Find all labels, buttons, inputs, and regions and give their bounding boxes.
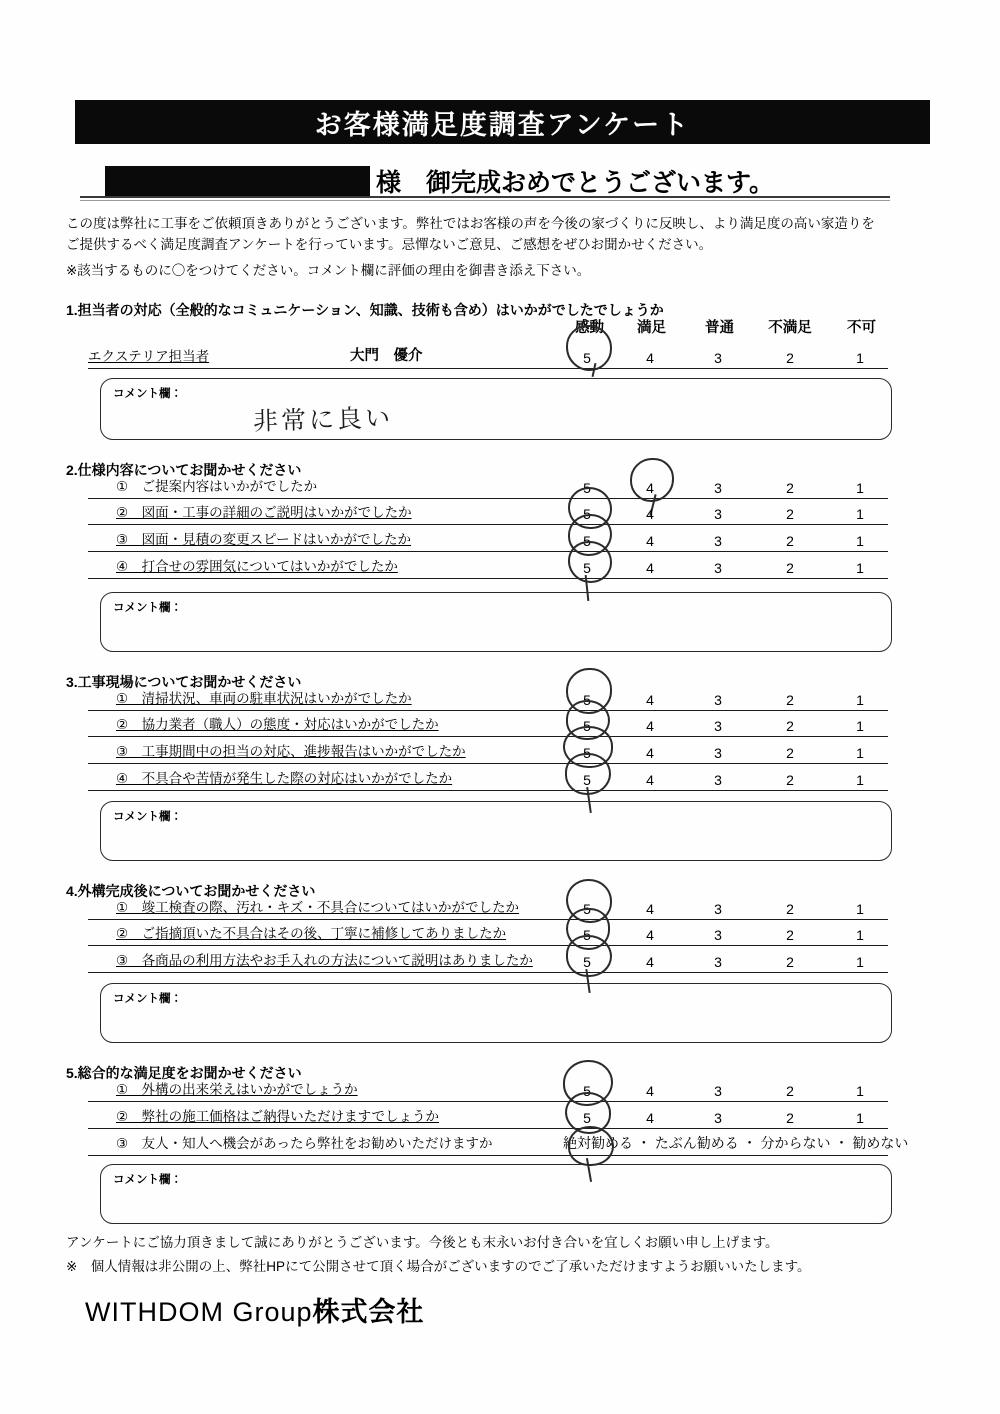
- rating-option-2[interactable]: 2: [786, 350, 794, 366]
- comment-box-label: コメント欄：: [113, 811, 182, 823]
- row-section4-item1[interactable]: [88, 895, 888, 920]
- comment-handwriting-section-1: 非常に良い: [252, 403, 394, 436]
- row-label: ③ 図面・見積の変更スピードはいかがでしたか: [116, 532, 412, 547]
- row-label: ④ 不具合や苦情が発生した際の対応はいかがでしたか: [116, 771, 453, 786]
- comment-box-section-3[interactable]: [100, 801, 892, 861]
- rating-option-1[interactable]: 1: [856, 901, 864, 917]
- rating-option-3[interactable]: 3: [714, 480, 722, 496]
- row-section1-exterior[interactable]: [88, 344, 888, 369]
- rating-option-3[interactable]: 3: [714, 927, 722, 943]
- section-3-heading: 3.工事現場についてお聞かせください: [66, 674, 302, 690]
- rating-option-5[interactable]: 5: [583, 1083, 591, 1099]
- row-section2-item4[interactable]: [88, 554, 888, 579]
- rating-option-1[interactable]: 1: [856, 927, 864, 943]
- rating-option-1[interactable]: 1: [856, 692, 864, 708]
- rating-option-4[interactable]: 4: [646, 745, 654, 761]
- rating-option-4[interactable]: 4: [646, 560, 654, 576]
- company-name-jp: 株式会社: [312, 1297, 425, 1327]
- rating-option-2[interactable]: 2: [786, 533, 794, 549]
- rating-option-3[interactable]: 3: [714, 692, 722, 708]
- rating-option-5[interactable]: 5: [583, 1110, 591, 1126]
- row-label: ④ 打合せの雰囲気についてはいかがでしたか: [116, 559, 398, 574]
- rating-option-1[interactable]: 1: [856, 954, 864, 970]
- rating-option-5[interactable]: 5: [583, 772, 591, 788]
- footer-thanks: アンケートにご協力頂きまして誠にありがとうございます。今後とも末永いお付き合いを宜しくお願い申し上げます。: [66, 1235, 779, 1250]
- intro-line-1: この度は弊社に工事をご依頼頂きありがとうございます。弊社ではお客様の声を今後の家づくりに反映し、より満足度の高い家造りを: [66, 216, 875, 231]
- row-section3-item1[interactable]: [88, 686, 888, 711]
- company-name-en: WITHDOM Group: [85, 1297, 313, 1327]
- comment-box-label: コメント欄：: [113, 993, 182, 1005]
- scale-header-futsuu: 普通: [705, 320, 734, 336]
- row-section3-item3[interactable]: [88, 739, 888, 764]
- rating-option-5[interactable]: 5: [583, 506, 591, 522]
- comment-box-section-4[interactable]: [100, 983, 892, 1043]
- rating-option-3[interactable]: 3: [714, 1110, 722, 1126]
- rating-option-4[interactable]: 4: [646, 506, 654, 522]
- rating-option-4[interactable]: 4: [646, 927, 654, 943]
- rating-option-4[interactable]: 4: [646, 480, 654, 496]
- rating-option-4[interactable]: 4: [646, 954, 654, 970]
- rating-option-2[interactable]: 2: [786, 718, 794, 734]
- rating-option-4[interactable]: 4: [646, 718, 654, 734]
- rating-option-1[interactable]: 1: [856, 480, 864, 496]
- intro-note: ※該当するものに〇をつけてください。コメント欄に評価の理由を御書き添え下さい。: [66, 263, 591, 278]
- rating-option-2[interactable]: 2: [786, 901, 794, 917]
- row-label: ① 竣工検査の際、汚れ・キズ・不具合についてはいかがでしたか: [116, 900, 520, 915]
- scale-header-fuka: 不可: [847, 320, 876, 336]
- scale-header-kandou: 感動: [575, 320, 604, 336]
- scale-header-fumanzoku: 不満足: [768, 320, 812, 336]
- rating-option-3[interactable]: 3: [714, 901, 722, 917]
- rating-option-1[interactable]: 1: [856, 772, 864, 788]
- rating-option-5[interactable]: 5: [583, 718, 591, 734]
- row-label: ② 協力業者（職人）の態度・対応はいかがでしたか: [116, 717, 439, 732]
- section-4-heading: 4.外構完成後についてお聞かせください: [66, 883, 316, 899]
- rating-option-5[interactable]: 5: [583, 692, 591, 708]
- company-name: [85, 1290, 425, 1329]
- rating-option-4[interactable]: 4: [646, 1110, 654, 1126]
- rating-option-5[interactable]: 5: [583, 954, 591, 970]
- row-label: ① 外構の出来栄えはいかがでしょうか: [116, 1082, 358, 1097]
- rating-option-1[interactable]: 1: [856, 745, 864, 761]
- row-section2-item1[interactable]: [88, 474, 888, 499]
- row-label: ③ 工事期間中の担当の対応、進捗報告はいかがでしたか: [116, 744, 466, 759]
- row-label: ③ 友人・知人へ機会があったら弊社をお勧めいただけますか: [116, 1136, 493, 1151]
- comment-box-label: コメント欄：: [113, 1174, 182, 1186]
- rating-option-4[interactable]: 4: [646, 533, 654, 549]
- rating-option-2[interactable]: 2: [786, 560, 794, 576]
- row-section2-item2[interactable]: [88, 500, 888, 525]
- greeting-text: 様 御完成おめでとうございます。: [376, 169, 775, 197]
- row-section4-item3[interactable]: [88, 948, 888, 973]
- page-title: お客様満足度調査アンケート: [314, 109, 691, 140]
- rating-option-1[interactable]: 1: [856, 1083, 864, 1099]
- rating-option-4[interactable]: 4: [646, 350, 654, 366]
- page-title-banner: [75, 100, 930, 144]
- rating-option-2[interactable]: 2: [786, 927, 794, 943]
- rating-option-2[interactable]: 2: [786, 954, 794, 970]
- rating-option-2[interactable]: 2: [786, 1110, 794, 1126]
- rating-option-2[interactable]: 2: [786, 480, 794, 496]
- greeting-rule: [80, 196, 890, 198]
- rating-option-2[interactable]: 2: [786, 692, 794, 708]
- rating-option-3[interactable]: 3: [714, 350, 722, 366]
- rating-option-1[interactable]: 1: [856, 350, 864, 366]
- rating-option-4[interactable]: 4: [646, 1083, 654, 1099]
- rating-option-4[interactable]: 4: [646, 901, 654, 917]
- rating-option-3[interactable]: 3: [714, 772, 722, 788]
- intro-line-2: ご提供するべく満足度調査アンケートを行っています。忌憚ないご意見、ご感想をぜひお聞かせください。: [66, 237, 713, 252]
- rating-option-2[interactable]: 2: [786, 772, 794, 788]
- rating-option-1[interactable]: 1: [856, 533, 864, 549]
- rating-option-5[interactable]: 5: [583, 350, 591, 366]
- rating-option-3[interactable]: 3: [714, 533, 722, 549]
- staff-name: 大門 優介: [350, 348, 423, 364]
- row-label: ② 図面・工事の詳細のご説明はいかがでしたか: [116, 505, 412, 520]
- rating-option-1[interactable]: 1: [856, 560, 864, 576]
- row-section4-item2[interactable]: [88, 921, 888, 946]
- rating-option-3[interactable]: 3: [714, 1083, 722, 1099]
- row-section5-item1[interactable]: [88, 1077, 888, 1102]
- rating-option-5[interactable]: 5: [583, 533, 591, 549]
- recommend-options[interactable]: 絶対勧める ・ たぶん勧める ・ 分からない ・ 勧めない: [563, 1135, 909, 1151]
- rating-option-3[interactable]: 3: [714, 718, 722, 734]
- comment-box-section-1[interactable]: [100, 378, 892, 440]
- section-2-heading: 2.仕様内容についてお聞かせください: [66, 462, 302, 478]
- comment-box-section-5[interactable]: [100, 1164, 892, 1224]
- rating-option-3[interactable]: 3: [714, 506, 722, 522]
- row-label: ② ご指摘頂いた不具合はその後、丁寧に補修してありましたか: [116, 926, 507, 941]
- rating-option-2[interactable]: 2: [786, 745, 794, 761]
- section-5-heading: 5.総合的な満足度をお聞かせください: [66, 1065, 302, 1081]
- rating-option-5[interactable]: 5: [583, 927, 591, 943]
- scale-header-manzoku: 満足: [637, 320, 666, 336]
- rating-option-4[interactable]: 4: [646, 692, 654, 708]
- rating-option-5[interactable]: 5: [583, 560, 591, 576]
- intro-paragraph: [66, 214, 946, 282]
- rating-option-1[interactable]: 1: [856, 506, 864, 522]
- row-label: ③ 各商品の利用方法やお手入れの方法について説明はありましたか: [116, 953, 533, 968]
- row-label: ① ご提案内容はいかがでしたか: [116, 479, 318, 494]
- greeting-rule-secondary: [80, 200, 890, 201]
- rating-option-3[interactable]: 3: [714, 560, 722, 576]
- rating-option-3[interactable]: 3: [714, 745, 722, 761]
- comment-box-label: コメント欄：: [113, 388, 182, 400]
- comment-box-label: コメント欄：: [113, 602, 182, 614]
- row-section3-item2[interactable]: [88, 712, 888, 737]
- greeting-row: [105, 158, 905, 196]
- footer-privacy: ※ 個人情報は非公開の上、弊社HPにて公開させて頂く場合がございますのでご了承いただけますようお願いいたします。: [66, 1259, 811, 1274]
- row-section5-item2[interactable]: [88, 1104, 888, 1129]
- rating-option-2[interactable]: 2: [786, 506, 794, 522]
- rating-option-5[interactable]: 5: [583, 745, 591, 761]
- comment-box-section-2[interactable]: [100, 592, 892, 652]
- rating-option-1[interactable]: 1: [856, 718, 864, 734]
- rating-option-2[interactable]: 2: [786, 1083, 794, 1099]
- row-label: ① 清掃状況、車両の駐車状況はいかがでしたか: [116, 691, 412, 706]
- rating-option-4[interactable]: 4: [646, 772, 654, 788]
- rating-option-5[interactable]: 5: [583, 901, 591, 917]
- rating-option-3[interactable]: 3: [714, 954, 722, 970]
- redacted-customer-name: [105, 166, 370, 196]
- row-section5-item3[interactable]: [88, 1131, 909, 1156]
- row-section2-item3[interactable]: [88, 527, 888, 552]
- row-section3-item4[interactable]: [88, 766, 888, 791]
- row-label: エクステリア担当者: [88, 349, 210, 364]
- rating-option-5[interactable]: 5: [583, 480, 591, 496]
- rating-option-1[interactable]: 1: [856, 1110, 864, 1126]
- section-1-heading: 1.担当者の対応（全般的なコミュニケーション、知識、技術も含め）はいかがでしたでしょうか: [66, 302, 664, 318]
- row-label: ② 弊社の施工価格はご納得いただけますでしょうか: [116, 1109, 440, 1124]
